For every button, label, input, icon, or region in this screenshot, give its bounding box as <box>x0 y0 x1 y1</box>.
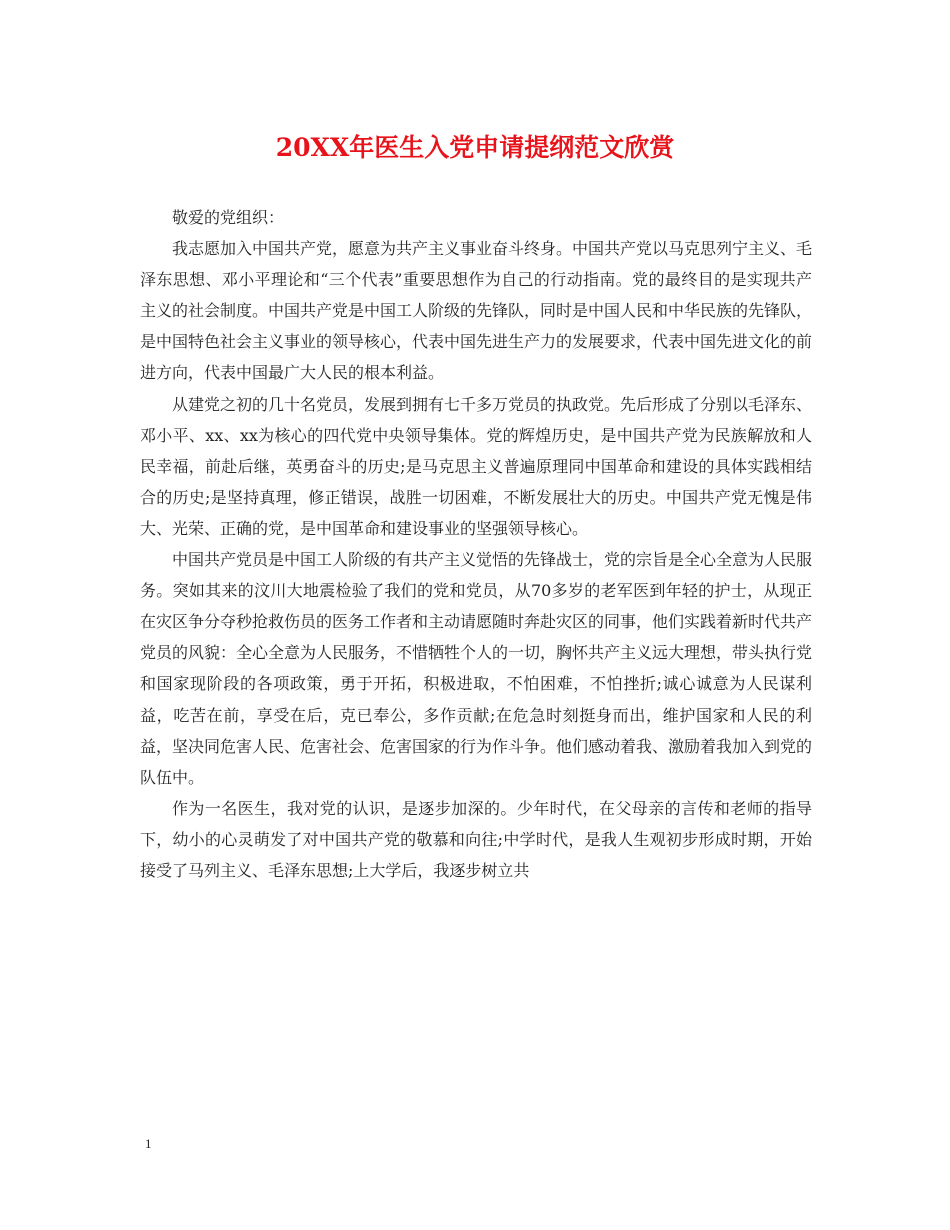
paragraph-2: 从建党之初的几十名党员，发展到拥有七千多万党员的执政党。先后形成了分别以毛泽东、邓小平、xx、xx为核心的四代党中央领导集体。党的辉煌历史，是中国共产党为民族解放和人民幸福，前赴后继，英勇奋斗的历史;是马克思主义普遍原理同中国革命和建设的具体实践相结合的历史;是坚持真理，修正错误，战胜一切困难，不断发展壮大的历史。中国共产党无愧是伟大、光荣、正确的党，是中国革命和建设事业的坚强领导核心。 <box>140 394 813 538</box>
salutation: 敬爱的党组织： <box>172 208 285 227</box>
document-body <box>140 202 812 886</box>
paragraph-3: 中国共产党员是中国工人阶级的有共产主义觉悟的先锋战士，党的宗旨是全心全意为人民服务。突如其来的汶川大地震检验了我们的党和党员，从70多岁的老军医到年轻的护士，从现正在灾区争分夺秒抢救伤员的医务工作者和主动请愿随时奔赴灾区的同事，他们实践着新时代共产党员的风貌：全心全意为人民服务，不惜牺牲个人的一切，胸怀共产主义远大理想，带头执行党和国家现阶段的各项政策，勇于开拓，积极进取，不怕困难，不怕挫折;诚心诚意为人民谋利益，吃苦在前，享受在后，克已奉公，多作贡献;在危急时刻挺身而出，维护国家和人民的利益，坚决同危害人民、危害社会、危害国家的行为作斗争。他们感动着我、激励着我加入到党的队伍中。 <box>140 550 813 787</box>
page-number: 1 <box>145 1136 152 1151</box>
paragraph-1: 我志愿加入中国共产党，愿意为共产主义事业奋斗终身。中国共产党以马克思列宁主义、毛泽东思想、邓小平理论和“三个代表”重要思想作为自己的行动指南。党的最终目的是实现共产主义的社会制度。中国共产党是中国工人阶级的先锋队，同时是中国人民和中华民族的先锋队，是中国特色社会主义事业的领导核心，代表中国先进生产力的发展要求，代表中国先进文化的前进方向，代表中国最广大人民的根本利益。 <box>140 239 813 383</box>
paragraph-4: 作为一名医生，我对党的认识，是逐步加深的。少年时代，在父母亲的言传和老师的指导下，幼小的心灵萌发了对中国共产党的敬慕和向往;中学时代，是我人生观初步形成时期，开始接受了马列主义、毛泽东思想;上大学后，我逐步树立共 <box>140 798 812 880</box>
document-title: 20XX年医生入党申请提纲范文欣赏 <box>275 133 675 162</box>
